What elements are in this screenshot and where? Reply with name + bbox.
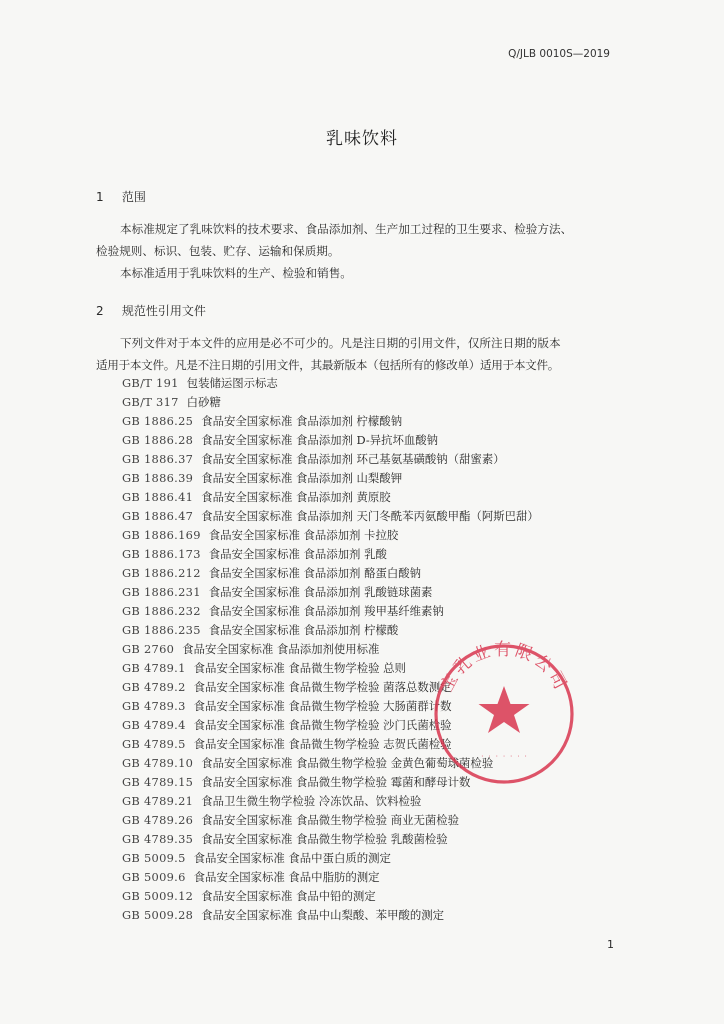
scope-line-1: 本标准规定了乳味饮料的技术要求、食品添加剂、生产加工过程的卫生要求、检验方法、: [120, 222, 573, 236]
reference-title: 包装储运图示标志: [186, 376, 278, 390]
reference-title: 食品安全国家标准 食品添加剂 乳酸: [208, 547, 387, 561]
reference-code: GB 1886.212: [122, 566, 201, 580]
reference-title: 食品安全国家标准 食品微生物学检验 乳酸菌检验: [201, 832, 448, 846]
reference-code: GB 4789.5: [122, 737, 186, 751]
reference-code: GB 4789.21: [122, 794, 194, 808]
svg-text:· · · · · · ·: · · · · · · ·: [480, 753, 528, 760]
reference-item: [122, 450, 622, 469]
reference-item: [122, 374, 622, 393]
reference-title: 食品安全国家标准 食品添加剂 羧甲基纤维素钠: [208, 604, 444, 618]
reference-code: GB 1886.39: [122, 471, 194, 485]
reference-code: GB 4789.26: [122, 813, 194, 827]
reference-title: 食品安全国家标准 食品中山梨酸、苯甲酸的测定: [201, 908, 445, 922]
intro-line-2: 适用于本文件。凡是不注日期的引用文件，其最新版本（包括所有的修改单）适用于本文件。: [96, 358, 560, 372]
reference-item: [122, 830, 622, 849]
reference-title: 食品安全国家标准 食品中蛋白质的测定: [193, 851, 391, 865]
reference-title: 食品安全国家标准 食品微生物学检验 菌落总数测定: [193, 680, 452, 694]
section-1-heading: [96, 188, 146, 205]
reference-item: [122, 526, 622, 545]
document-title: 乳味饮料: [326, 129, 398, 149]
reference-item: [122, 678, 622, 697]
intro-line-1: 下列文件对于本文件的应用是必不可少的。凡是注日期的引用文件，仅所注日期的版本: [120, 336, 561, 350]
reference-title: 食品安全国家标准 食品添加剂使用标准: [182, 642, 380, 656]
reference-code: GB 5009.28: [122, 908, 194, 922]
reference-code: GB 4789.3: [122, 699, 186, 713]
reference-title: 食品安全国家标准 食品添加剂 柠檬酸钠: [201, 414, 403, 428]
reference-code: GB 2760: [122, 642, 175, 656]
section-title: 规范性引用文件: [121, 304, 206, 318]
reference-title: 食品安全国家标准 食品添加剂 环己基氨基磺酸钠（甜蜜素）: [201, 452, 505, 466]
svg-text:宝乳业有限公司: 宝乳业有限公司: [436, 640, 572, 696]
reference-item: [122, 887, 622, 906]
reference-item: [122, 640, 622, 659]
reference-code: GB 4789.15: [122, 775, 194, 789]
reference-title: 食品安全国家标准 食品添加剂 天门冬酰苯丙氨酸甲酯（阿斯巴甜）: [201, 509, 539, 523]
section-number: 1: [96, 190, 104, 204]
scope-paragraph: [96, 218, 616, 284]
reference-code: GB 1886.231: [122, 585, 201, 599]
reference-item: [122, 545, 622, 564]
reference-code: GB 1886.232: [122, 604, 201, 618]
reference-title: 食品卫生微生物学检验 冷冻饮品、饮料检验: [201, 794, 422, 808]
section-number: 2: [96, 304, 104, 318]
reference-title: 食品安全国家标准 食品微生物学检验 总则: [193, 661, 406, 675]
reference-item: [122, 393, 622, 412]
page-number: 1: [607, 938, 614, 951]
reference-title: 食品安全国家标准 食品添加剂 D-异抗坏血酸钠: [201, 433, 439, 447]
section-2-heading: [96, 302, 206, 319]
reference-item: [122, 659, 622, 678]
reference-item: [122, 868, 622, 887]
reference-item: [122, 469, 622, 488]
reference-title: 食品安全国家标准 食品中脂肪的测定: [193, 870, 380, 884]
reference-code: GB 1886.41: [122, 490, 194, 504]
reference-item: [122, 906, 622, 925]
reference-item: [122, 507, 622, 526]
reference-code: GB 4789.1: [122, 661, 186, 675]
reference-item: [122, 488, 622, 507]
reference-list: [122, 374, 622, 925]
reference-code: GB 5009.12: [122, 889, 194, 903]
reference-item: [122, 754, 622, 773]
reference-code: GB 1886.173: [122, 547, 201, 561]
reference-item: [122, 412, 622, 431]
section-title: 范围: [121, 190, 146, 204]
reference-title: 食品安全国家标准 食品微生物学检验 商业无菌检验: [201, 813, 460, 827]
reference-code: GB 4789.4: [122, 718, 186, 732]
reference-code: GB 4789.35: [122, 832, 194, 846]
reference-item: [122, 735, 622, 754]
reference-title: 白砂糖: [186, 395, 221, 409]
reference-code: GB/T 191: [122, 376, 179, 390]
reference-code: GB 5009.6: [122, 870, 186, 884]
reference-code: GB 1886.28: [122, 433, 194, 447]
reference-item: [122, 621, 622, 640]
reference-title: 食品安全国家标准 食品添加剂 乳酸链球菌素: [208, 585, 433, 599]
reference-title: 食品安全国家标准 食品添加剂 卡拉胶: [208, 528, 399, 542]
reference-code: GB 1886.25: [122, 414, 194, 428]
reference-code: GB 1886.47: [122, 509, 194, 523]
reference-code: GB 1886.169: [122, 528, 201, 542]
scope-line-3: 本标准适用于乳味饮料的生产、检验和销售。: [120, 266, 352, 280]
reference-code: GB 1886.235: [122, 623, 201, 637]
reference-code: GB 4789.10: [122, 756, 194, 770]
reference-title: 食品安全国家标准 食品微生物学检验 金黄色葡萄球菌检验: [201, 756, 494, 770]
reference-title: 食品安全国家标准 食品中铅的测定: [201, 889, 376, 903]
reference-item: [122, 697, 622, 716]
reference-item: [122, 792, 622, 811]
reference-code: GB 5009.5: [122, 851, 186, 865]
standard-code: Q/JLB 0010S—2019: [508, 48, 610, 60]
reference-item: [122, 811, 622, 830]
reference-title: 食品安全国家标准 食品微生物学检验 大肠菌群计数: [193, 699, 452, 713]
reference-code: GB 4789.2: [122, 680, 186, 694]
scope-line-2: 检验规则、标识、包装、贮存、运输和保质期。: [96, 244, 340, 258]
references-intro: [96, 332, 636, 376]
reference-title: 食品安全国家标准 食品添加剂 柠檬酸: [208, 623, 399, 637]
reference-item: [122, 716, 622, 735]
reference-code: GB/T 317: [122, 395, 179, 409]
reference-title: 食品安全国家标准 食品添加剂 酪蛋白酸钠: [208, 566, 422, 580]
reference-code: GB 1886.37: [122, 452, 194, 466]
reference-item: [122, 431, 622, 450]
reference-item: [122, 849, 622, 868]
reference-title: 食品安全国家标准 食品添加剂 山梨酸钾: [201, 471, 403, 485]
reference-item: [122, 602, 622, 621]
reference-title: 食品安全国家标准 食品微生物学检验 志贺氏菌检验: [193, 737, 452, 751]
reference-title: 食品安全国家标准 食品微生物学检验 霉菌和酵母计数: [201, 775, 471, 789]
reference-item: [122, 773, 622, 792]
reference-title: 食品安全国家标准 食品添加剂 黄原胶: [201, 490, 391, 504]
reference-item: [122, 583, 622, 602]
reference-title: 食品安全国家标准 食品微生物学检验 沙门氏菌检验: [193, 718, 452, 732]
reference-item: [122, 564, 622, 583]
